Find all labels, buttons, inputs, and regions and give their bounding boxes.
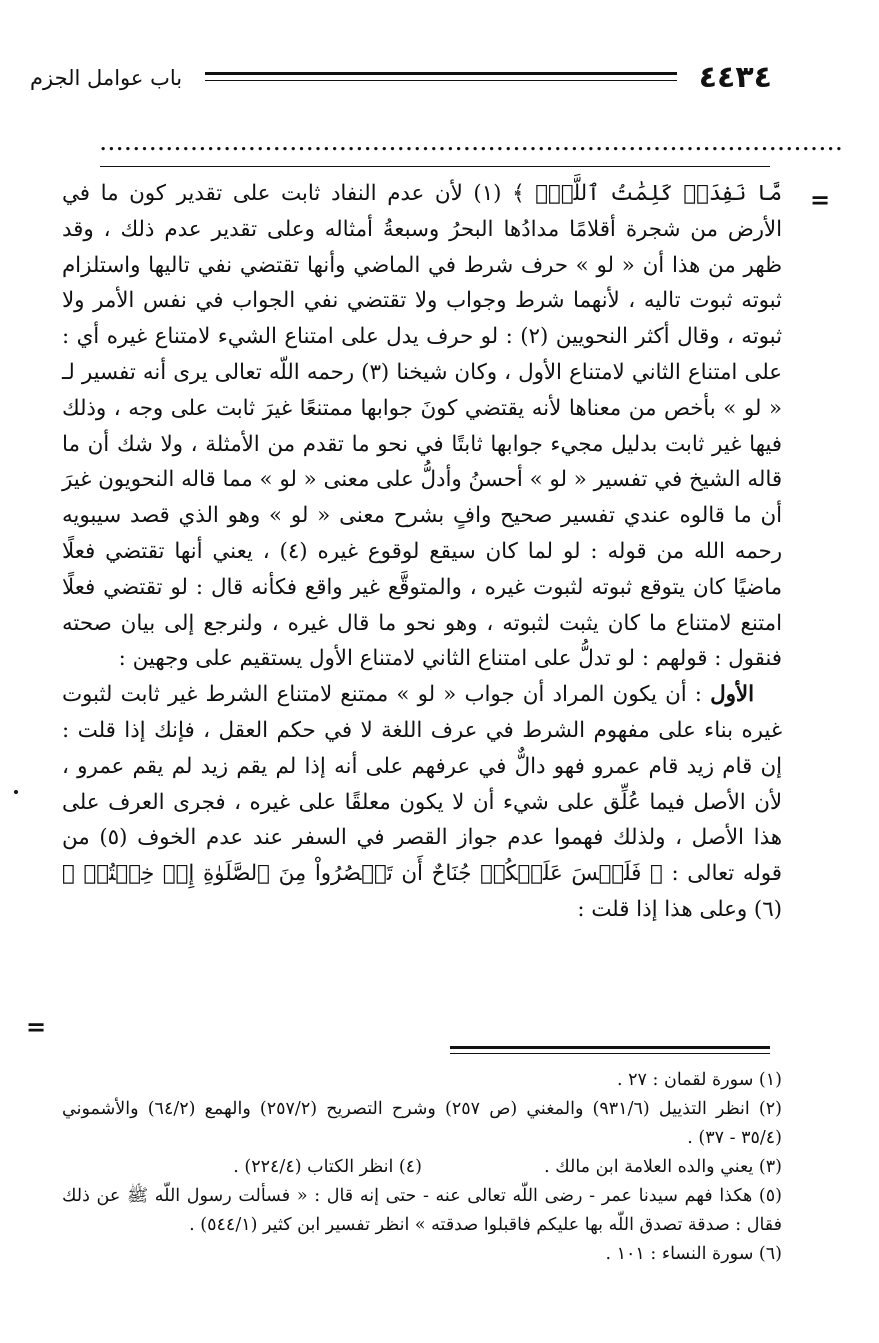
footnote-3: (٣) يعني والده العلامة ابن مالك . xyxy=(544,1157,782,1177)
continuation-mark-top: = xyxy=(810,185,831,214)
main-text xyxy=(62,176,782,928)
footnote-5: (٥) هكذا فهم سيدنا عمر - رضى اللّه تعالى عنه - حتى إنه قال : « فسألت رسول اللّه ﷺ عن ذلك فقال : صدقة تصدق اللّه بها عليكم فاقبلوا صدقته » انظر تفسير ابن كثير (٥٤٤/١) . xyxy=(62,1186,782,1235)
paragraph-2 xyxy=(62,677,782,928)
paragraph-2-lead: الأول xyxy=(710,682,754,708)
margin-dot xyxy=(14,790,18,794)
header-rule xyxy=(205,72,677,81)
footnote-row-3-4 xyxy=(62,1153,782,1182)
separator-line xyxy=(100,166,770,167)
footnote-4: (٤) انظر الكتاب (٢٢٤/٤) . xyxy=(233,1157,422,1177)
footnote-separator-thin xyxy=(450,1053,770,1054)
footnote-1: (١) سورة لقمان : ٢٧ . xyxy=(617,1070,782,1090)
continuation-mark-bottom: = xyxy=(26,1012,47,1041)
chapter-title: باب عوامل الجزم xyxy=(30,66,183,90)
page-number: ٤٤٣٤ xyxy=(698,60,772,95)
footnote-2: (٢) انظر التذييل (٩٣١/٦) والمغني (ص ٢٥٧) وشرح التصريح (٢٥٧/٢) والهمع (٦٤/٢) والأشموني (٣٥/٤ - ٣٧) . xyxy=(62,1099,782,1148)
footnote-separator xyxy=(450,1046,770,1049)
footnote-6: (٦) سورة النساء : ١٠١ . xyxy=(605,1244,782,1264)
footnotes xyxy=(62,1066,782,1269)
paragraph-1: مَّا نَفِدَتۡ كَلِمَٰتُ ٱللَّهِۚ ﴾ (١) لأن عدم النفاد ثابت على تقدير كون ما في الأرض من شجرة أقلامًا مدادُها البحرُ وسبعةُ أمثاله وعلى تقدير عدم ذلك ، وقد ظهر من هذا أن « لو » حرف شرط في الماضي وأنها تقتضي نفي تاليها واستلزام ثبوته ثبوت تاليه ، لأنهما شرط وجواب ولا تقتضي نفي الجواب في نفس الأمر ولا ثبوته ، وقال أكثر النحويين (٢) : لو حرف يدل على امتناع الشيء لامتناع غيره أي : على امتناع الثاني لامتناع الأول ، وكان شيخنا (٣) رحمه اللّه تعالى يرى أنه تفسير لـ « لو » بأخص من معناها لأنه يقتضي كونَ جوابها ممتنعًا غيرَ ثابت على وجه ، وذلك فيها غير ثابت بدليل مجيء جوابها ثابتًا في نحو ما تقدم من الأمثلة ، ولا شك أن ما قاله الشيخ في تفسير « لو » أحسنُ وأدلُّ على معنى « لو » مما قاله النحويون غيرَ أن ما قالوه عندي تفسير صحيح وافٍ بشرح معنى « لو » وهو الذي قصد سيبويه رحمه الله من قوله : لو لما كان سيقع لوقوع غيره (٤) ، يعني أنها تقتضي فعلًا ماضيًا كان يتوقع ثبوته لثبوت غيره ، والمتوقَّع غير واقع فكأنه قال : لو تقتضي فعلًا امتنع لامتناع ما كان يثبت لثبوته ، وهو نحو ما قال غيره ، ولنرجع إلى بيان صحته فنقول : قولهم : لو تدلُّ على امتناع الثاني لامتناع الأول يستقيم على وجهين : xyxy=(62,181,782,672)
paragraph-2-text: : أن يكون المراد أن جواب « لو » ممتنع لامتناع الشرط غير ثابت لثبوت غيره بناء على مفهوم الشرط في عرف اللغة لا في حكم العقل ، فإنك إذا قلت : إن قام زيد قام عمرو فهو دالٌّ في عرفهم على أنه إذا لم يقم زيد لم يقم عمرو ، لأن الأصل فيما عُلِّق على شيء أن لا يكون معلقًا على غيره ، فجرى العرف على هذا الأصل ، ولذلك فهموا عدم جواز القصر في السفر عند عدم الخوف (٥) من قوله تعالى : ﴿ فَلَيۡسَ عَلَيۡكُمۡ جُنَاحٌ أَن تَقۡصُرُواْ مِنَ ٱلصَّلَوٰةِ إِنۡ خِفۡتُمۡ ﴾ (٦) وعلى هذا إذا قلت : xyxy=(62,682,782,922)
dotted-separator: .......................................................................................... xyxy=(100,134,844,155)
page-header xyxy=(30,58,772,98)
